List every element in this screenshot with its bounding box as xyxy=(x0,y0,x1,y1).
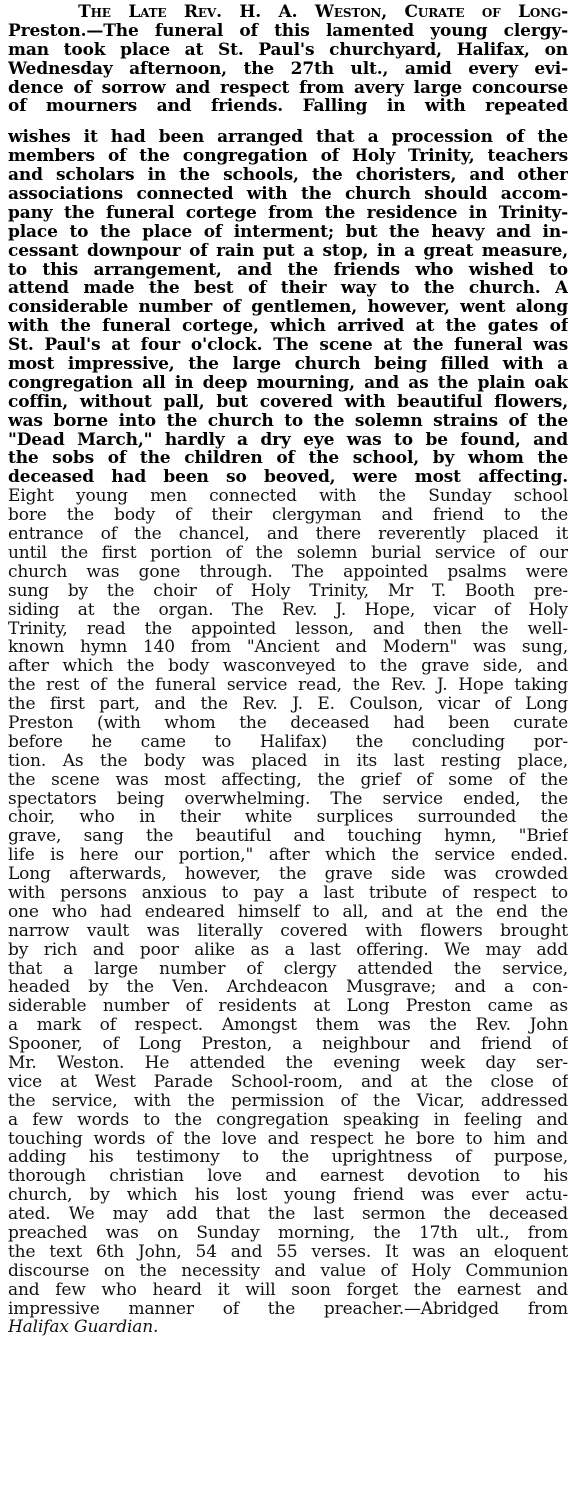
article-source: Halifax Guardian. xyxy=(8,1318,159,1338)
article-line: a few words to the congregation speaking in feeling and xyxy=(8,1110,568,1130)
article-line: until the first portion of the solemn burial service of our xyxy=(8,543,568,563)
article-headline-line xyxy=(8,3,568,22)
article-line: the sobs of the children of the school, by whom the xyxy=(8,449,568,469)
article-line: with persons anxious to pay a last tribute of respect to xyxy=(8,883,568,903)
article-line: and few who heard it will soon forget the earnest and xyxy=(8,1280,568,1300)
article-line: the first part, and the Rev. J. E. Coulson, vicar of Long xyxy=(8,695,568,714)
print-gap xyxy=(8,116,568,128)
article-line: the scene was most affecting, the grief of some of the xyxy=(8,770,568,790)
article-line: siderable number of residents at Long Preston came as xyxy=(8,997,568,1017)
light-paragraph xyxy=(8,487,568,1318)
article-line: church, by which his lost young friend was ever actu- xyxy=(8,1186,568,1206)
article-line: the text 6th John, 54 and 55 verses. It was an eloquent xyxy=(8,1242,568,1262)
article-line: preached was on Sunday morning, the 17th ult., from xyxy=(8,1224,568,1243)
article-line: coffin, without pall, but covered with beautiful flowers, xyxy=(8,392,568,412)
article-line: by rich and poor alike as a last offering. We may add xyxy=(8,940,568,960)
article-line: Preston.—The funeral of this lamented young clergy- xyxy=(8,21,568,41)
article-line: considerable number of gentlemen, however, went along xyxy=(8,298,568,318)
article-line: choir, who in their white surplices surrounded the xyxy=(8,808,568,828)
article-line: thorough christian love and earnest devotion to his xyxy=(8,1167,568,1187)
article-line: headed by the Ven. Archdeacon Musgrave; and a con- xyxy=(8,978,568,998)
article-line: church was gone through. The appointed psalms were xyxy=(8,562,568,582)
article-line: life is here our portion," after which the service ended. xyxy=(8,846,568,866)
article-line: to this arrangement, and the friends who wished to xyxy=(8,260,568,280)
article-line: ated. We may add that the last sermon the deceased xyxy=(8,1205,568,1224)
article-line: associations connected with the church should accom- xyxy=(8,185,568,204)
article-line: grave, sang the beautiful and touching hymn, "Brief xyxy=(8,827,568,847)
article-line: deceased had been so beoved, were most affecting. xyxy=(8,468,568,488)
article-line: of mourners and friends. Falling in with repeated xyxy=(8,97,568,117)
article-body xyxy=(8,3,568,1337)
article-line: one who had endeared himself to all, and at the end the xyxy=(8,902,568,922)
article-line: that a large number of clergy attended the service, xyxy=(8,959,568,979)
article-line: discourse on the necessity and value of Holy Communion xyxy=(8,1261,568,1281)
article-line: narrow vault was literally covered with flowers brought xyxy=(8,921,568,941)
article-line: Eight young men connected with the Sunday school xyxy=(8,487,568,507)
heavy-paragraph-top xyxy=(8,22,568,116)
article-line: sung by the choir of Holy Trinity, Mr T. Booth pre- xyxy=(8,581,568,601)
article-line: the rest of the funeral service read, the Rev. J. Hope taking xyxy=(8,676,568,696)
article-line: siding at the organ. The Rev. J. Hope, vicar of Holy xyxy=(8,600,568,620)
article-line: most impressive, the large church being filled with a xyxy=(8,355,568,374)
article-line: and scholars in the schools, the choristers, and other xyxy=(8,166,568,186)
article-headline: The Late Rev. H. A. Weston, Curate of Long- xyxy=(78,3,568,22)
article-line: was borne into the church to the solemn strains of the xyxy=(8,411,568,431)
article-line: entrance of the chancel, and there reverently placed it xyxy=(8,525,568,544)
article-line: pany the funeral cortege from the residence in Trinity- xyxy=(8,203,568,223)
article-line: Spooner, of Long Preston, a neighbour and friend of xyxy=(8,1035,568,1054)
article-line: impressive manner of the preacher.—Abridged from xyxy=(8,1299,568,1319)
article-line: attend made the best of their way to the church. A xyxy=(8,279,568,299)
article-line: dence of sorrow and respect from avery large concourse xyxy=(8,78,568,98)
article-line: members of the congregation of Holy Trinity, teachers xyxy=(8,147,568,167)
article-line: with the funeral cortege, which arrived at the gates of xyxy=(8,317,568,337)
article-line: Long afterwards, however, the grave side was crowded xyxy=(8,865,568,884)
article-line: "Dead March," hardly a dry eye was to be found, and xyxy=(8,430,568,450)
article-line: vice at West Parade School-room, and at the close of xyxy=(8,1072,568,1092)
article-line: cessant downpour of rain put a stop, in a great measure, xyxy=(8,241,568,261)
article-line: wishes it had been arranged that a procession of the xyxy=(8,128,568,148)
article-line: the service, with the permission of the Vicar, addressed xyxy=(8,1091,568,1111)
article-line: congregation all in deep mourning, and as the plain oak xyxy=(8,373,568,393)
article-line: adding his testimony to the uprightness of purpose, xyxy=(8,1148,568,1168)
article-line: man took place at St. Paul's churchyard, Halifax, on xyxy=(8,40,568,60)
article-line: bore the body of their clergyman and friend to the xyxy=(8,506,568,526)
article-line: St. Paul's at four o'clock. The scene at the funeral was xyxy=(8,336,568,356)
heavy-paragraph-mid xyxy=(8,128,568,487)
article-line: after which the body wasconveyed to the grave side, and xyxy=(8,657,568,677)
article-line: tion. As the body was placed in its last resting place, xyxy=(8,751,568,771)
article-line: Mr. Weston. He attended the evening week day ser- xyxy=(8,1053,568,1073)
article-line: known hymn 140 from "Ancient and Modern" was sung, xyxy=(8,638,568,658)
article-line: before he came to Halifax) the concluding por- xyxy=(8,732,568,752)
article-line: Preston (with whom the deceased had been curate xyxy=(8,713,568,733)
article-line: a mark of respect. Amongst them was the Rev. John xyxy=(8,1016,568,1036)
article-line: Trinity, read the appointed lesson, and then the well- xyxy=(8,619,568,639)
article-line: spectators being overwhelming. The service ended, the xyxy=(8,789,568,809)
article-line: place to the place of interment; but the heavy and in- xyxy=(8,222,568,242)
article-line: touching words of the love and respect he bore to him and xyxy=(8,1129,568,1149)
article-line: Wednesday afternoon, the 27th ult., amid every evi- xyxy=(8,59,568,79)
